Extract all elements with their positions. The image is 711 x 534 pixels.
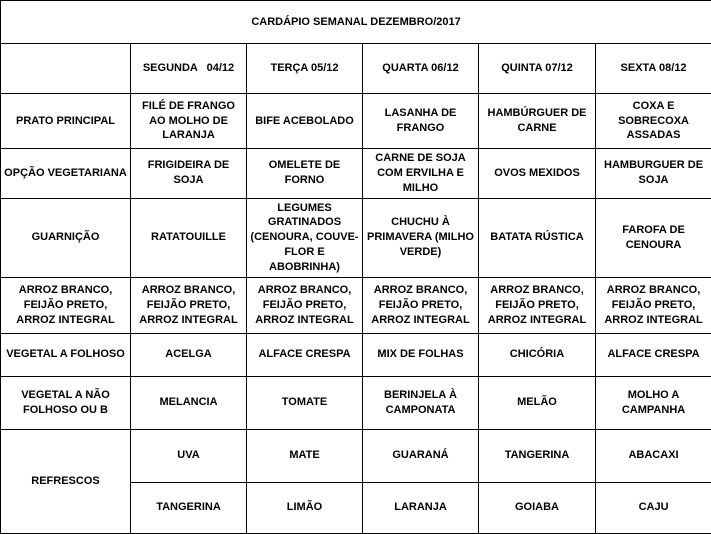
menu-cell: LARANJA	[363, 482, 479, 533]
menu-cell: LEGUMES GRATINADOS (CENOURA, COUVE-FLOR E ABOBRINHA)	[247, 198, 363, 277]
title-row	[1, 1, 711, 44]
column-header-monday: SEGUNDA 04/12	[131, 44, 247, 94]
menu-cell: LASANHA DE FRANGO	[363, 94, 479, 149]
menu-cell: OVOS MEXIDOS	[479, 149, 596, 199]
menu-cell: ARROZ BRANCO, FEIJÃO PRETO, ARROZ INTEGRAL	[596, 277, 711, 333]
row-label: REFRESCOS	[1, 429, 131, 533]
menu-cell: HAMBÚRGUER DE CARNE	[479, 94, 596, 149]
column-header-wednesday: QUARTA 06/12	[363, 44, 479, 94]
menu-cell: ARROZ BRANCO, FEIJÃO PRETO, ARROZ INTEGRAL	[247, 277, 363, 333]
row-label: VEGETAL A NÃO FOLHOSO OU B	[1, 376, 131, 429]
menu-cell: COXA E SOBRECOXA ASSADAS	[596, 94, 711, 149]
menu-cell: MOLHO A CAMPANHA	[596, 376, 711, 429]
menu-cell: MELANCIA	[131, 376, 247, 429]
menu-cell: TOMATE	[247, 376, 363, 429]
menu-cell: FRIGIDEIRA DE SOJA	[131, 149, 247, 199]
column-header-thursday: QUINTA 07/12	[479, 44, 596, 94]
column-header-friday: SEXTA 08/12	[596, 44, 711, 94]
menu-cell: ARROZ BRANCO, FEIJÃO PRETO, ARROZ INTEGRAL	[131, 277, 247, 333]
table-row	[1, 333, 711, 376]
menu-cell: FAROFA DE CENOURA	[596, 198, 711, 277]
menu-cell: GOIABA	[479, 482, 596, 533]
row-label: PRATO PRINCIPAL	[1, 94, 131, 149]
menu-cell: CHICÓRIA	[479, 333, 596, 376]
menu-cell: CHUCHU À PRIMAVERA (MILHO VERDE)	[363, 198, 479, 277]
table-row	[1, 149, 711, 199]
menu-cell: ALFACE CRESPA	[247, 333, 363, 376]
menu-cell: CAJU	[596, 482, 711, 533]
column-header-tuesday: TERÇA 05/12	[247, 44, 363, 94]
menu-cell: ABACAXI	[596, 429, 711, 482]
row-label: ARROZ BRANCO, FEIJÃO PRETO, ARROZ INTEGRAL	[1, 277, 131, 333]
row-label: VEGETAL A FOLHOSO	[1, 333, 131, 376]
row-label: GUARNIÇÃO	[1, 198, 131, 277]
menu-cell: HAMBURGUER DE SOJA	[596, 149, 711, 199]
menu-cell: ALFACE CRESPA	[596, 333, 711, 376]
menu-cell: FILÉ DE FRANGO AO MOLHO DE LARANJA	[131, 94, 247, 149]
header-row	[1, 44, 711, 94]
menu-cell: BERINJELA À CAMPONATA	[363, 376, 479, 429]
table-row	[1, 198, 711, 277]
menu-cell: ARROZ BRANCO, FEIJÃO PRETO, ARROZ INTEGRAL	[479, 277, 596, 333]
table-row	[1, 94, 711, 149]
table-row	[1, 429, 711, 482]
table-row	[1, 376, 711, 429]
menu-cell: TANGERINA	[131, 482, 247, 533]
menu-cell: CARNE DE SOJA COM ERVILHA E MILHO	[363, 149, 479, 199]
row-label: OPÇÃO VEGETARIANA	[1, 149, 131, 199]
corner-cell	[1, 44, 131, 94]
table-title: CARDÁPIO SEMANAL DEZEMBRO/2017	[1, 1, 711, 44]
menu-cell: GUARANÁ	[363, 429, 479, 482]
menu-cell: ACELGA	[131, 333, 247, 376]
menu-cell: MIX DE FOLHAS	[363, 333, 479, 376]
menu-cell: LIMÃO	[247, 482, 363, 533]
table-row	[1, 277, 711, 333]
menu-cell: BIFE ACEBOLADO	[247, 94, 363, 149]
menu-cell: RATATOUILLE	[131, 198, 247, 277]
menu-cell: BATATA RÚSTICA	[479, 198, 596, 277]
menu-cell: ARROZ BRANCO, FEIJÃO PRETO, ARROZ INTEGRAL	[363, 277, 479, 333]
menu-cell: OMELETE DE FORNO	[247, 149, 363, 199]
menu-cell: UVA	[131, 429, 247, 482]
menu-cell: TANGERINA	[479, 429, 596, 482]
menu-cell: MATE	[247, 429, 363, 482]
menu-cell: MELÃO	[479, 376, 596, 429]
